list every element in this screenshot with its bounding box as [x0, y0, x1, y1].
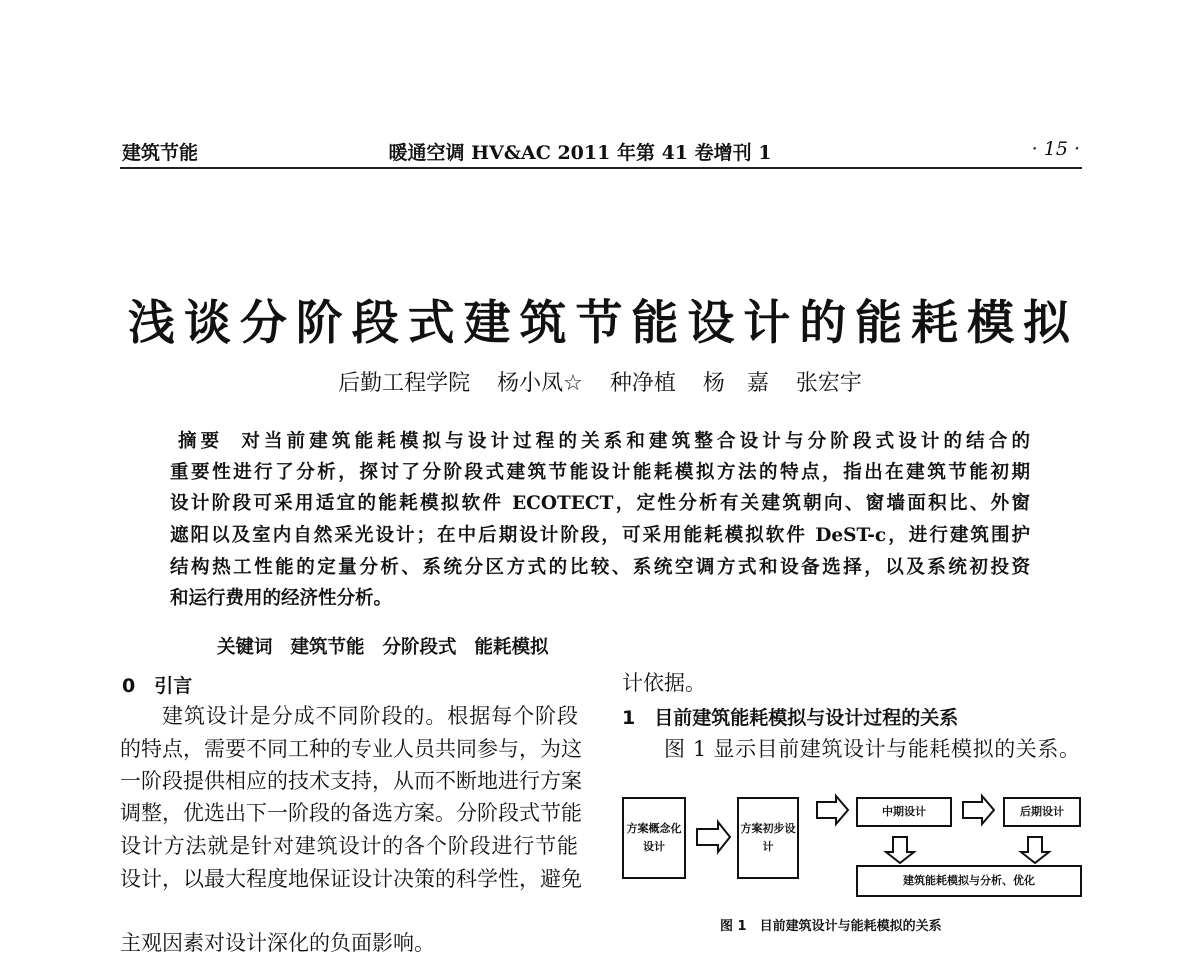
author: 种净植	[609, 371, 676, 396]
author: 张宏宇	[795, 371, 862, 396]
body-line: 设计方法就是针对建筑设计的各个阶段进行节能	[120, 834, 578, 858]
section-heading-1: 1 目前建筑能耗模拟与设计过程的关系	[622, 707, 959, 729]
right-arrow-icon	[963, 796, 994, 824]
page-number: · 15 ·	[1031, 138, 1080, 160]
running-header-section: 建筑节能	[122, 142, 199, 164]
right-arrow-icon	[817, 796, 848, 824]
author: 杨 嘉	[702, 371, 769, 396]
abstract-line: 结构热工性能的定量分析、系统分区方式的比较、系统空调方式和设备选择，以及系统初投资	[170, 557, 1030, 578]
down-arrow-icon	[1021, 837, 1049, 863]
body-line: 设计，以最大程度地保证设计决策的科学性，避免	[120, 867, 582, 891]
body-line: 主观因素对设计深化的负面影响。	[120, 931, 435, 955]
body-line: 计依据。	[622, 671, 706, 695]
body-line: 的特点，需要不同工种的专业人员共同参与，为这	[120, 737, 582, 761]
author-line	[0, 366, 1200, 397]
header-rule	[120, 167, 1082, 169]
section-heading-intro: 0 引言	[122, 675, 193, 697]
body-line: 一阶段提供相应的技术支持，从而不断地进行方案	[120, 769, 582, 793]
keyword: 建筑节能	[290, 637, 365, 658]
abstract-line: 遮阳以及室内自然采光设计；在中后期设计阶段，可采用能耗模拟软件 DeST-c，进行建筑围护	[170, 525, 1030, 546]
body-line: 调整，优选出下一阶段的备选方案。分阶段式节能	[120, 801, 582, 825]
figure-caption: 图 1 目前建筑设计与能耗模拟的关系	[720, 919, 942, 934]
abstract-line: 对当前建筑能耗模拟与设计过程的关系和建筑整合设计与分阶段式设计的结合的	[241, 431, 1030, 452]
box-concept-design: 方案概念化设计	[622, 797, 686, 879]
body-line: 图 1 显示目前建筑设计与能耗模拟的关系。	[664, 737, 1080, 761]
keyword: 能耗模拟	[474, 637, 549, 658]
abstract-line: 和运行费用的经济性分析。	[170, 588, 393, 609]
abstract-line: 设计阶段可采用适宜的能耗模拟软件 ECOTECT，定性分析有关建筑朝向、窗墙面积比、外窗	[170, 493, 1030, 514]
keywords-label: 关键词	[217, 637, 273, 658]
box-energy-simulation: 建筑能耗模拟与分析、优化	[856, 865, 1082, 897]
author: 杨小凤☆	[497, 371, 583, 396]
box-preliminary-design: 方案初步设计	[737, 797, 799, 879]
paper-title: 浅谈分阶段式建筑节能设计的能耗模拟	[128, 296, 1072, 351]
abstract-line: 重要性进行了分析，探讨了分阶段式建筑节能设计能耗模拟方法的特点，指出在建筑节能初期	[170, 462, 1030, 483]
running-header-journal: 暖通空调 HV&AC 2011 年第 41 卷增刊 1	[388, 142, 772, 164]
body-line: 建筑设计是分成不同阶段的。根据每个阶段	[162, 704, 578, 728]
right-arrow-icon	[697, 822, 730, 852]
box-mid-design: 中期设计	[856, 797, 952, 827]
box-late-design: 后期设计	[1003, 797, 1081, 827]
affiliation: 后勤工程学院	[338, 371, 471, 396]
down-arrow-icon	[886, 837, 914, 863]
abstract-label: 摘要	[178, 431, 224, 452]
keyword: 分阶段式	[382, 637, 457, 658]
keywords	[217, 632, 549, 663]
